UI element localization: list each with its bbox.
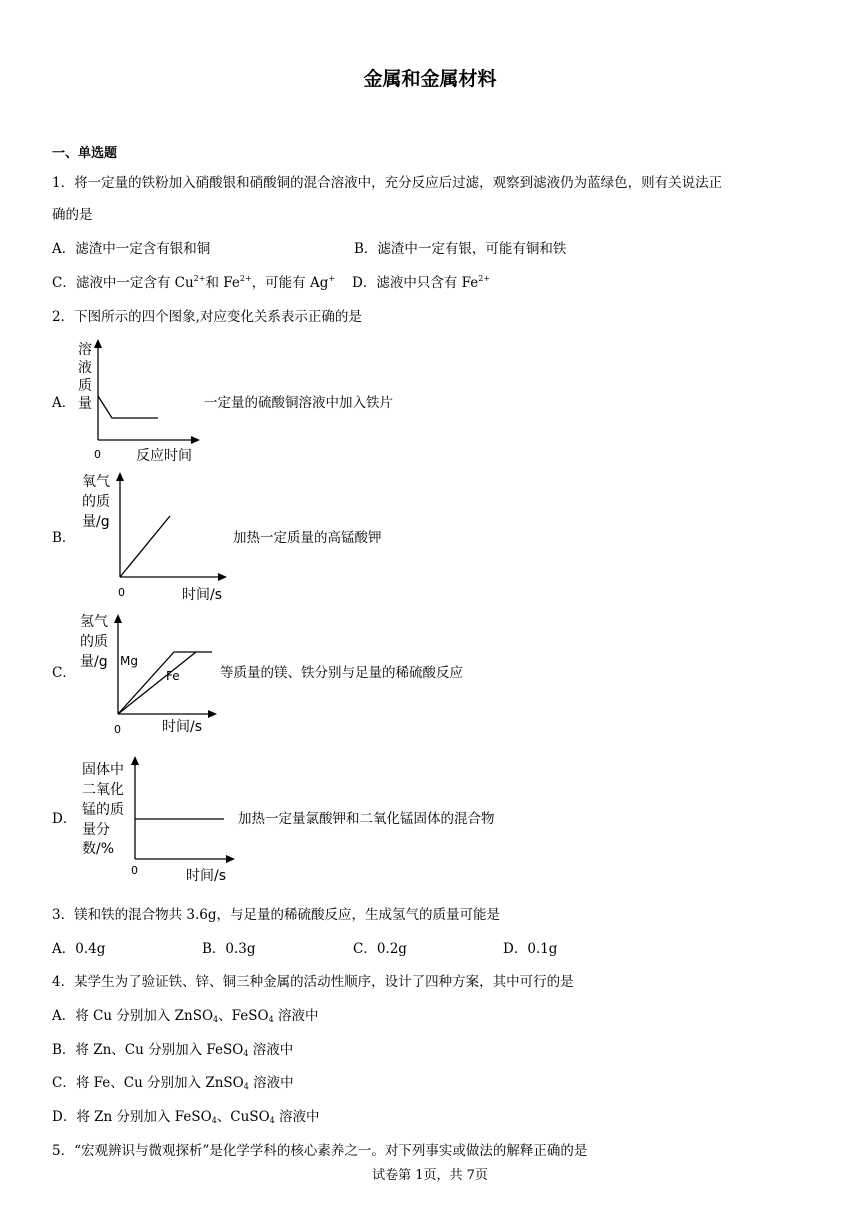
- q1-option-d-sup: 2+: [478, 274, 491, 283]
- q1-option-c-sup3: +: [328, 274, 336, 283]
- q3-option-b[interactable]: B．0.3g: [202, 941, 256, 957]
- q4-option-b-sub1: 4: [243, 1049, 249, 1058]
- y-arrow-icon: [131, 756, 139, 765]
- q4-option-a-text2: 、FeSO: [218, 1008, 269, 1024]
- q2-option-a-label[interactable]: A．: [52, 395, 76, 411]
- q2-option-c-label[interactable]: C．: [52, 665, 76, 681]
- q2-option-b-desc: 加热一定质量的高锰酸钾: [233, 530, 382, 546]
- q1-option-d[interactable]: [352, 274, 490, 292]
- q4-option-c-text2: 溶液中: [248, 1075, 294, 1091]
- q2-option-b-label[interactable]: B．: [52, 530, 76, 546]
- page-title: 金属和金属材料: [363, 68, 497, 90]
- x-arrow-icon: [218, 573, 227, 581]
- q4-option-c-sub1: 4: [243, 1082, 249, 1091]
- q4-option-c[interactable]: [52, 1074, 294, 1092]
- q1-option-c-sup1: 2+: [193, 274, 206, 283]
- q4-option-d-text1: D．将 Zn 分别加入 FeSO: [52, 1109, 212, 1125]
- xlabel: 时间/s: [182, 587, 223, 603]
- q1-stem-line1: 1．将一定量的铁粉加入硝酸银和硝酸铜的混合溶液中，充分反应后过滤，观察到滤液仍为蓝绿色，则有关说法正: [52, 175, 723, 191]
- y-arrow-icon: [116, 472, 124, 481]
- x-arrow-icon: [191, 436, 200, 444]
- series-fe-label: Fe: [166, 669, 180, 683]
- q3-option-a[interactable]: A．0.4g: [52, 941, 106, 957]
- q2-option-c-desc: 等质量的镁、铁分别与足量的稀硫酸反应: [220, 665, 463, 681]
- q1-option-d-text: D．滤液中只含有 Fe: [352, 275, 479, 291]
- q4-option-a-sub2: 4: [268, 1015, 274, 1024]
- xlabel: 时间/s: [162, 719, 203, 735]
- origin-label: 0: [94, 448, 101, 461]
- q1-option-b[interactable]: B．滤渣中一定有银，可能有铜和铁: [354, 241, 567, 257]
- xlabel: 反应时间: [136, 448, 192, 464]
- ylabel-2: 液: [78, 360, 92, 376]
- y-arrow-icon: [94, 339, 102, 348]
- q2-option-d-desc: 加热一定量氯酸钾和二氧化锰固体的混合物: [238, 811, 495, 827]
- xlabel: 时间/s: [186, 868, 227, 884]
- ylabel-1: 溶: [78, 342, 92, 358]
- q4-stem: 4．某学生为了验证铁、锌、铜三种金属的活动性顺序，设计了四种方案，其中可行的是: [52, 974, 574, 990]
- ylabel-2: 二氧化: [82, 782, 124, 798]
- page-footer: 试卷第 1页，共 7页: [372, 1168, 488, 1183]
- q4-option-a[interactable]: [52, 1007, 318, 1025]
- q4-option-b[interactable]: [52, 1041, 293, 1059]
- ylabel-3: 质: [78, 378, 92, 394]
- q2-option-d-label[interactable]: D．: [52, 811, 77, 827]
- q1-option-a[interactable]: A．滤渣中一定含有银和铜: [52, 241, 211, 257]
- q4-option-d-text2: 、CuSO: [216, 1109, 270, 1125]
- q5-stem: 5．“宏观辨识与微观探析”是化学学科的核心素养之一。对下列事实或做法的解释正确的是: [52, 1143, 588, 1159]
- x-arrow-icon: [226, 855, 235, 863]
- q2-graph-b: [78, 468, 228, 608]
- q3-option-c[interactable]: C．0.2g: [353, 941, 407, 957]
- series-line: [98, 396, 158, 418]
- ylabel-4: 量分: [82, 822, 110, 838]
- origin-label: 0: [114, 723, 121, 736]
- ylabel-3: 量/g: [82, 514, 110, 530]
- q4-option-b-text1: B．将 Zn、Cu 分别加入 FeSO: [52, 1042, 244, 1058]
- q4-option-b-text2: 溶液中: [248, 1042, 294, 1058]
- ylabel-2: 的质: [82, 494, 110, 510]
- series-mg-label: Mg: [120, 654, 138, 668]
- q1-option-c-text2: 和 Fe: [205, 275, 240, 291]
- ylabel-4: 量: [78, 396, 92, 412]
- ylabel-3: 锰的质: [82, 802, 124, 818]
- section-heading: 一、单选题: [52, 146, 118, 161]
- q4-option-a-text1: A．将 Cu 分别加入 ZnSO: [52, 1008, 214, 1024]
- ylabel-5: 数/%: [82, 841, 115, 857]
- q4-option-a-sub1: 4: [213, 1015, 219, 1024]
- x-arrow-icon: [208, 710, 217, 718]
- ylabel-1: 氧气: [82, 474, 110, 490]
- q4-option-d-sub1: 4: [211, 1116, 217, 1125]
- origin-label: 0: [131, 864, 138, 877]
- q4-option-d[interactable]: [52, 1108, 320, 1126]
- ylabel-1: 氢气: [80, 614, 108, 630]
- q1-option-c-sup2: 2+: [239, 274, 252, 283]
- ylabel-1: 固体中: [82, 762, 124, 778]
- ylabel-3: 量/g: [80, 654, 108, 670]
- ylabel-2: 的质: [80, 634, 108, 650]
- q4-option-a-text3: 溶液中: [273, 1008, 319, 1024]
- origin-label: 0: [118, 586, 125, 599]
- q3-option-d[interactable]: D．0.1g: [503, 941, 558, 957]
- series-line: [120, 516, 170, 577]
- q3-stem: 3．镁和铁的混合物共 3.6g，与足量的稀硫酸反应，生成氢气的质量可能是: [52, 907, 500, 923]
- y-arrow-icon: [114, 614, 122, 623]
- q2-graph-c: [78, 610, 228, 738]
- q4-option-d-text3: 溶液中: [274, 1109, 320, 1125]
- q2-graph-a: [72, 338, 202, 466]
- q4-option-d-sub2: 4: [269, 1116, 275, 1125]
- q2-graph-d: [78, 752, 238, 890]
- q1-option-c-text1: C．滤液中一定含有 Cu: [52, 275, 194, 291]
- q2-stem: 2．下图所示的四个图象,对应变化关系表示正确的是: [52, 309, 362, 325]
- q1-option-c[interactable]: [52, 274, 335, 292]
- q2-option-a-desc: 一定量的硫酸铜溶液中加入铁片: [204, 395, 393, 411]
- q1-option-c-text3: ，可能有 Ag: [251, 275, 329, 291]
- q1-stem-line2: 确的是: [52, 207, 93, 223]
- q4-option-c-text1: C．将 Fe、Cu 分别加入 ZnSO: [52, 1075, 244, 1091]
